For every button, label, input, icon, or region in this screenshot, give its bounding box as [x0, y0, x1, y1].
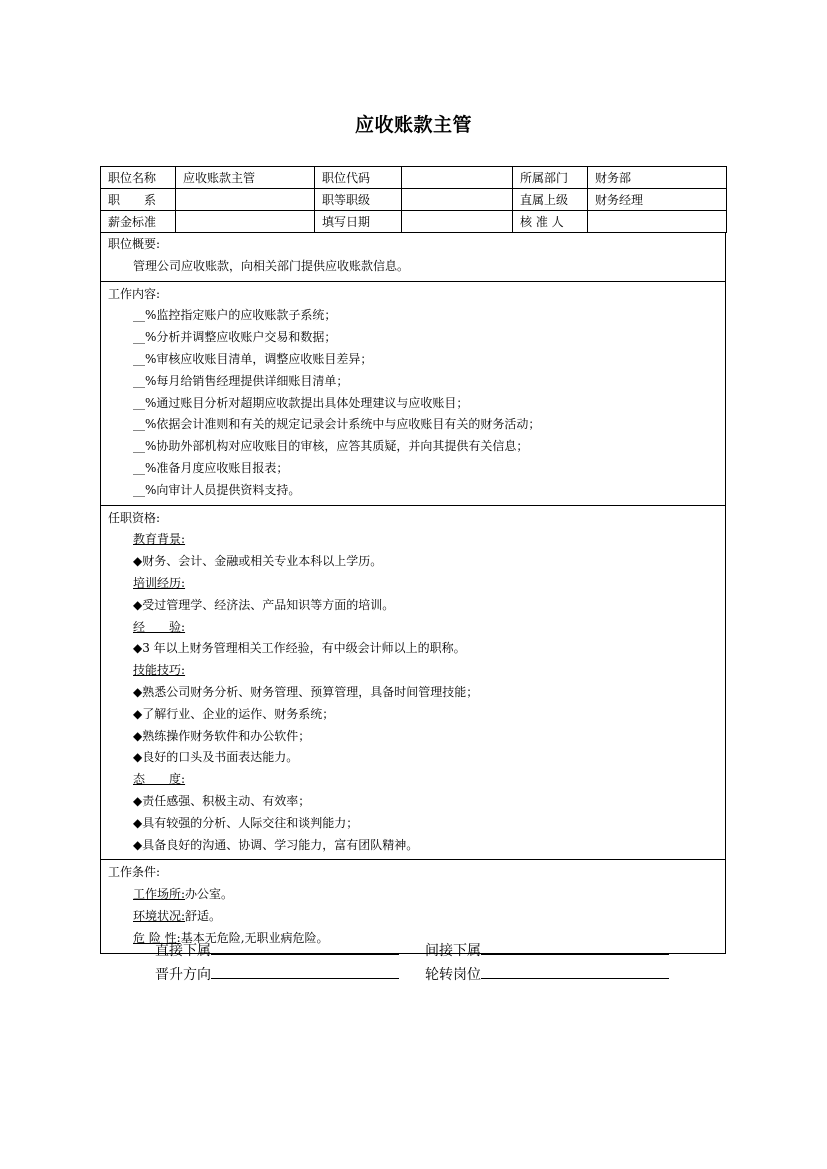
list-item: ◆具有较强的分析、人际交往和谈判能力；	[133, 815, 359, 830]
list-item: __%监控指定账户的应收账款子系统；	[133, 308, 337, 323]
job-name-label: 职位名称	[101, 167, 176, 189]
summary-title: 职位概要:	[108, 237, 161, 251]
job-name-value: 应收账款主管	[176, 167, 315, 189]
education-label: 教育背景:	[133, 532, 186, 547]
footer-row-2	[155, 964, 695, 984]
workplace-row	[108, 884, 725, 906]
salary-value	[176, 211, 315, 233]
fill-date-label: 填写日期	[315, 211, 402, 233]
job-grade-label: 职等职级	[315, 189, 402, 211]
list-item: __%依据会计准则和有关的规定记录会计系统中与应收账目有关的财务活动；	[133, 417, 541, 432]
indirect-subordinate-blank	[481, 940, 669, 955]
department-label: 所属部门	[513, 167, 588, 189]
environment-label: 环境状况:	[133, 908, 186, 923]
list-item: __%协助外部机构对应收账目的审核，应答其质疑，并向其提供有关信息；	[133, 439, 529, 454]
qualifications-title: 任职资格:	[108, 510, 161, 525]
rotation-blank	[481, 964, 669, 979]
direct-subordinate-blank	[211, 940, 399, 955]
training-label: 培训经历:	[133, 575, 186, 590]
duties-section	[101, 281, 725, 505]
workplace-value: 办公室。	[185, 887, 234, 902]
promotion-label: 晋升方向	[155, 967, 211, 983]
list-item: __%审核应收账目清单，调整应收账目差异；	[133, 351, 373, 366]
table-row	[101, 167, 727, 189]
table-row	[101, 211, 727, 233]
list-item: ◆良好的口头及书面表达能力。	[133, 750, 299, 765]
rotation-label: 轮转岗位	[425, 967, 481, 983]
department-value: 财务部	[588, 167, 727, 189]
qualifications-section	[101, 505, 725, 860]
list-item: __%通过账目分析对超期应收款提出具体处理建议与应收账目；	[133, 395, 469, 410]
conditions-title: 工作条件:	[108, 865, 161, 880]
indirect-subordinate-label: 间接下属	[425, 943, 481, 959]
conditions-section	[101, 859, 725, 952]
list-item: __%每月给销售经理提供详细账目清单；	[133, 373, 349, 388]
list-item: ◆责任感强、积极主动、有效率；	[133, 793, 311, 808]
approver-label: 核 准 人	[513, 211, 588, 233]
list-item: ◆了解行业、企业的运作、财务系统；	[133, 706, 335, 721]
superior-value: 财务经理	[588, 189, 727, 211]
duties-title: 工作内容:	[108, 286, 161, 301]
environment-row	[108, 906, 725, 928]
fill-date-value	[402, 211, 513, 233]
summary-text: 管理公司应收账款，向相关部门提供应收账款信息。	[133, 258, 410, 273]
environment-value: 舒适。	[185, 908, 222, 923]
workplace-label: 工作场所:	[133, 887, 186, 902]
salary-label: 薪金标准	[101, 211, 176, 233]
list-item: ◆具备良好的沟通、协调、学习能力，富有团队精神。	[133, 837, 419, 852]
list-item: ◆受过管理学、经济法、产品知识等方面的培训。	[133, 597, 395, 612]
direct-subordinate-label: 直接下属	[155, 943, 211, 959]
job-code-value	[402, 167, 513, 189]
job-code-label: 职位代码	[315, 167, 402, 189]
footer-row-1	[155, 940, 695, 960]
list-item: ◆熟悉公司财务分析、财务管理、预算管理，具备时间管理技能；	[133, 684, 479, 699]
table-row	[101, 189, 727, 211]
job-detail-sections	[100, 232, 726, 954]
superior-label: 直属上级	[513, 189, 588, 211]
job-series-value	[176, 189, 315, 211]
job-info-table	[100, 166, 727, 233]
job-series-label: 职 系	[101, 189, 176, 211]
risk-value: 基本无危险,无职业病危险。	[180, 930, 329, 945]
attitude-label: 态 度:	[133, 772, 186, 787]
skills-label: 技能技巧:	[133, 663, 186, 678]
list-item: ◆财务、会计、金融或相关专业本科以上学历。	[133, 554, 383, 569]
list-item: ◆熟练操作财务软件和办公软件；	[133, 728, 311, 743]
approver-value	[588, 211, 727, 233]
summary-section	[101, 232, 725, 281]
risk-label: 危 险 性:	[133, 930, 181, 945]
experience-label: 经 验:	[133, 619, 186, 634]
promotion-blank	[211, 964, 399, 979]
list-item: __%准备月度应收账目报表；	[133, 460, 289, 475]
list-item: ◆3 年以上财务管理相关工作经验，有中级会计师以上的职称。	[133, 641, 466, 656]
page-title: 应收账款主管	[354, 114, 472, 136]
list-item: __%向审计人员提供资料支持。	[133, 482, 301, 497]
job-grade-value	[402, 189, 513, 211]
list-item: __%分析并调整应收账户交易和数据；	[133, 330, 337, 345]
